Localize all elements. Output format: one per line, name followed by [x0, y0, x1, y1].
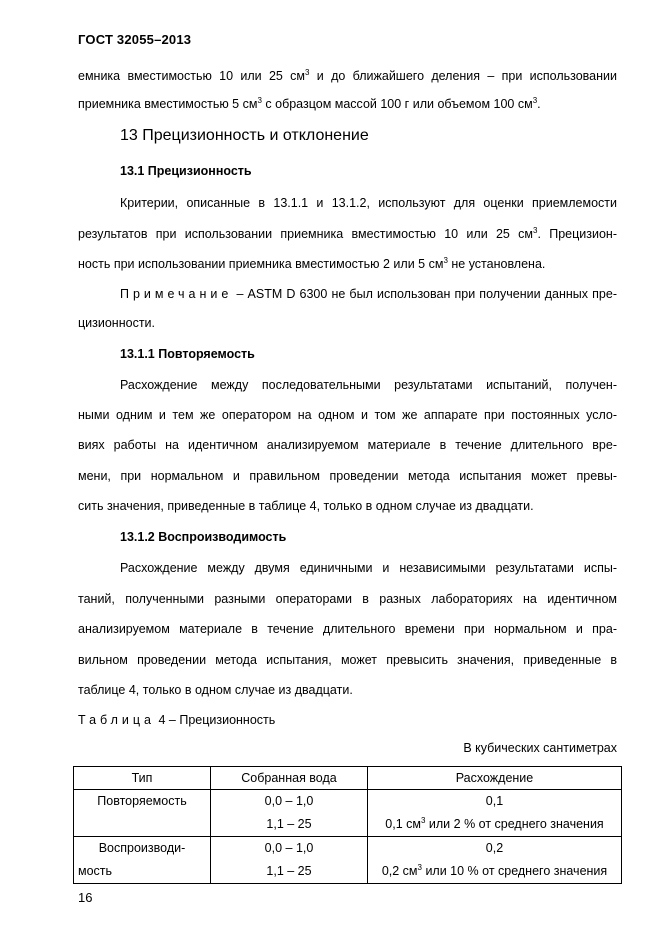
superscript: 3 — [417, 863, 422, 872]
text: 4 – Прецизионность — [155, 713, 276, 727]
table-row — [74, 790, 622, 837]
cell-text: 1,1 – 25 — [266, 817, 312, 831]
paragraph-line — [78, 226, 617, 242]
text: или 2 % от среднего значения — [425, 817, 604, 831]
superscript: 3 — [532, 96, 538, 105]
text: ность при использовании приемника вместимостью 2 или 5 см — [78, 257, 444, 271]
difference-cell — [368, 790, 622, 837]
text: . Прецизион- — [537, 227, 617, 241]
subsection-title-13-1-1: 13.1.1 Повторяемость — [120, 347, 255, 361]
superscript: 3 — [533, 226, 538, 235]
table-row — [74, 837, 622, 884]
paragraph-line: ными одним и тем же оператором на одном и том же аппарате при постоянных усло- — [78, 408, 617, 422]
standard-header: ГОСТ 32055–2013 — [78, 32, 192, 47]
superscript: 3 — [420, 816, 426, 825]
subsection-title-13-1-2: 13.1.2 Воспроизводимость — [120, 530, 287, 544]
precision-table — [73, 766, 622, 884]
text: 0,2 см — [381, 864, 418, 878]
water-cell — [211, 790, 368, 837]
note-label: Примечание — [120, 287, 233, 301]
text: . — [537, 97, 541, 111]
cell-text: Повторяемость — [97, 794, 187, 808]
difference-cell — [368, 837, 622, 884]
paragraph-line: сить значения, приведенные в таблице 4, только в одном случае из двадцати. — [78, 499, 534, 513]
type-cell — [74, 790, 211, 837]
text: приемника вместимостью 5 см — [78, 97, 258, 111]
cell-text: мость — [78, 864, 113, 878]
superscript: 3 — [257, 96, 262, 105]
table-units: В кубических сантиметрах — [463, 741, 617, 755]
cell-text — [368, 860, 621, 883]
header-cell: Собранная вода — [211, 767, 368, 790]
cell-text: 0,1 — [485, 794, 504, 808]
page-number: 16 — [78, 890, 93, 905]
paragraph-line: таблице 4, только в одном случае из двадцати. — [78, 683, 353, 697]
superscript: 3 — [305, 68, 310, 77]
text: – ASTM D 6300 не был использован при получении данных пре- — [232, 287, 617, 301]
text: 0,1 см — [385, 817, 421, 831]
text: и до ближайшего деления – при использовании — [309, 69, 617, 83]
header-cell: Расхождение — [368, 767, 622, 790]
text: результатов при использовании приемника вместимостью 10 или 25 см — [78, 227, 534, 241]
paragraph-line: мени, при нормальном и правильном проведении метода испытания может превы- — [78, 469, 617, 483]
cell-text: 0,0 – 1,0 — [264, 794, 314, 808]
text: не установлена. — [447, 257, 546, 271]
cell-text — [368, 813, 621, 836]
paragraph-line: Расхождение между двумя единичными и независимыми результатами испы- — [120, 561, 617, 575]
type-cell — [74, 837, 211, 884]
table-caption — [78, 712, 275, 728]
header-cell: Тип — [74, 767, 211, 790]
text: емника вместимостью 10 или 25 см — [78, 69, 306, 83]
cell-text: Воспроизводи- — [98, 841, 186, 855]
paragraph-line: Критерии, описанные в 13.1.1 и 13.1.2, используют для оценки приемлемости — [120, 196, 617, 210]
text: или 10 % от среднего значения — [421, 864, 608, 878]
note-line-1 — [120, 286, 617, 302]
intro-line-1 — [78, 68, 617, 84]
paragraph-line: таний, полученными разными операторами в разных лабораториях на идентичном — [78, 592, 617, 606]
paragraph-line — [78, 256, 545, 272]
water-cell — [211, 837, 368, 884]
cell-text: 0,2 — [485, 841, 504, 855]
note-line-2: цизионности. — [78, 316, 155, 330]
cell-text: 1,1 – 25 — [266, 864, 312, 878]
paragraph-line: вильном проведении метода испытания, может превысить значения, приведенные в — [78, 653, 617, 667]
subsection-title-13-1: 13.1 Прецизионность — [120, 164, 252, 178]
paragraph-line: Расхождение между последовательными результатами испытаний, получен- — [120, 378, 617, 392]
paragraph-line: анализируемом материале в течение длительного времени при нормальном и пра- — [78, 622, 617, 636]
intro-line-2 — [78, 96, 541, 112]
text: с образцом массой 100 г или объемом 100 см — [261, 97, 533, 111]
caption-label: Таблица — [78, 713, 156, 727]
section-title: 13 Прецизионность и отклонение — [120, 127, 369, 144]
superscript: 3 — [443, 256, 448, 265]
cell-text — [74, 813, 210, 836]
cell-text: 0,0 – 1,0 — [264, 841, 314, 855]
paragraph-line: виях работы на идентичном анализируемом материале в течение длительного вре- — [78, 438, 617, 452]
table-header-row — [74, 767, 622, 790]
